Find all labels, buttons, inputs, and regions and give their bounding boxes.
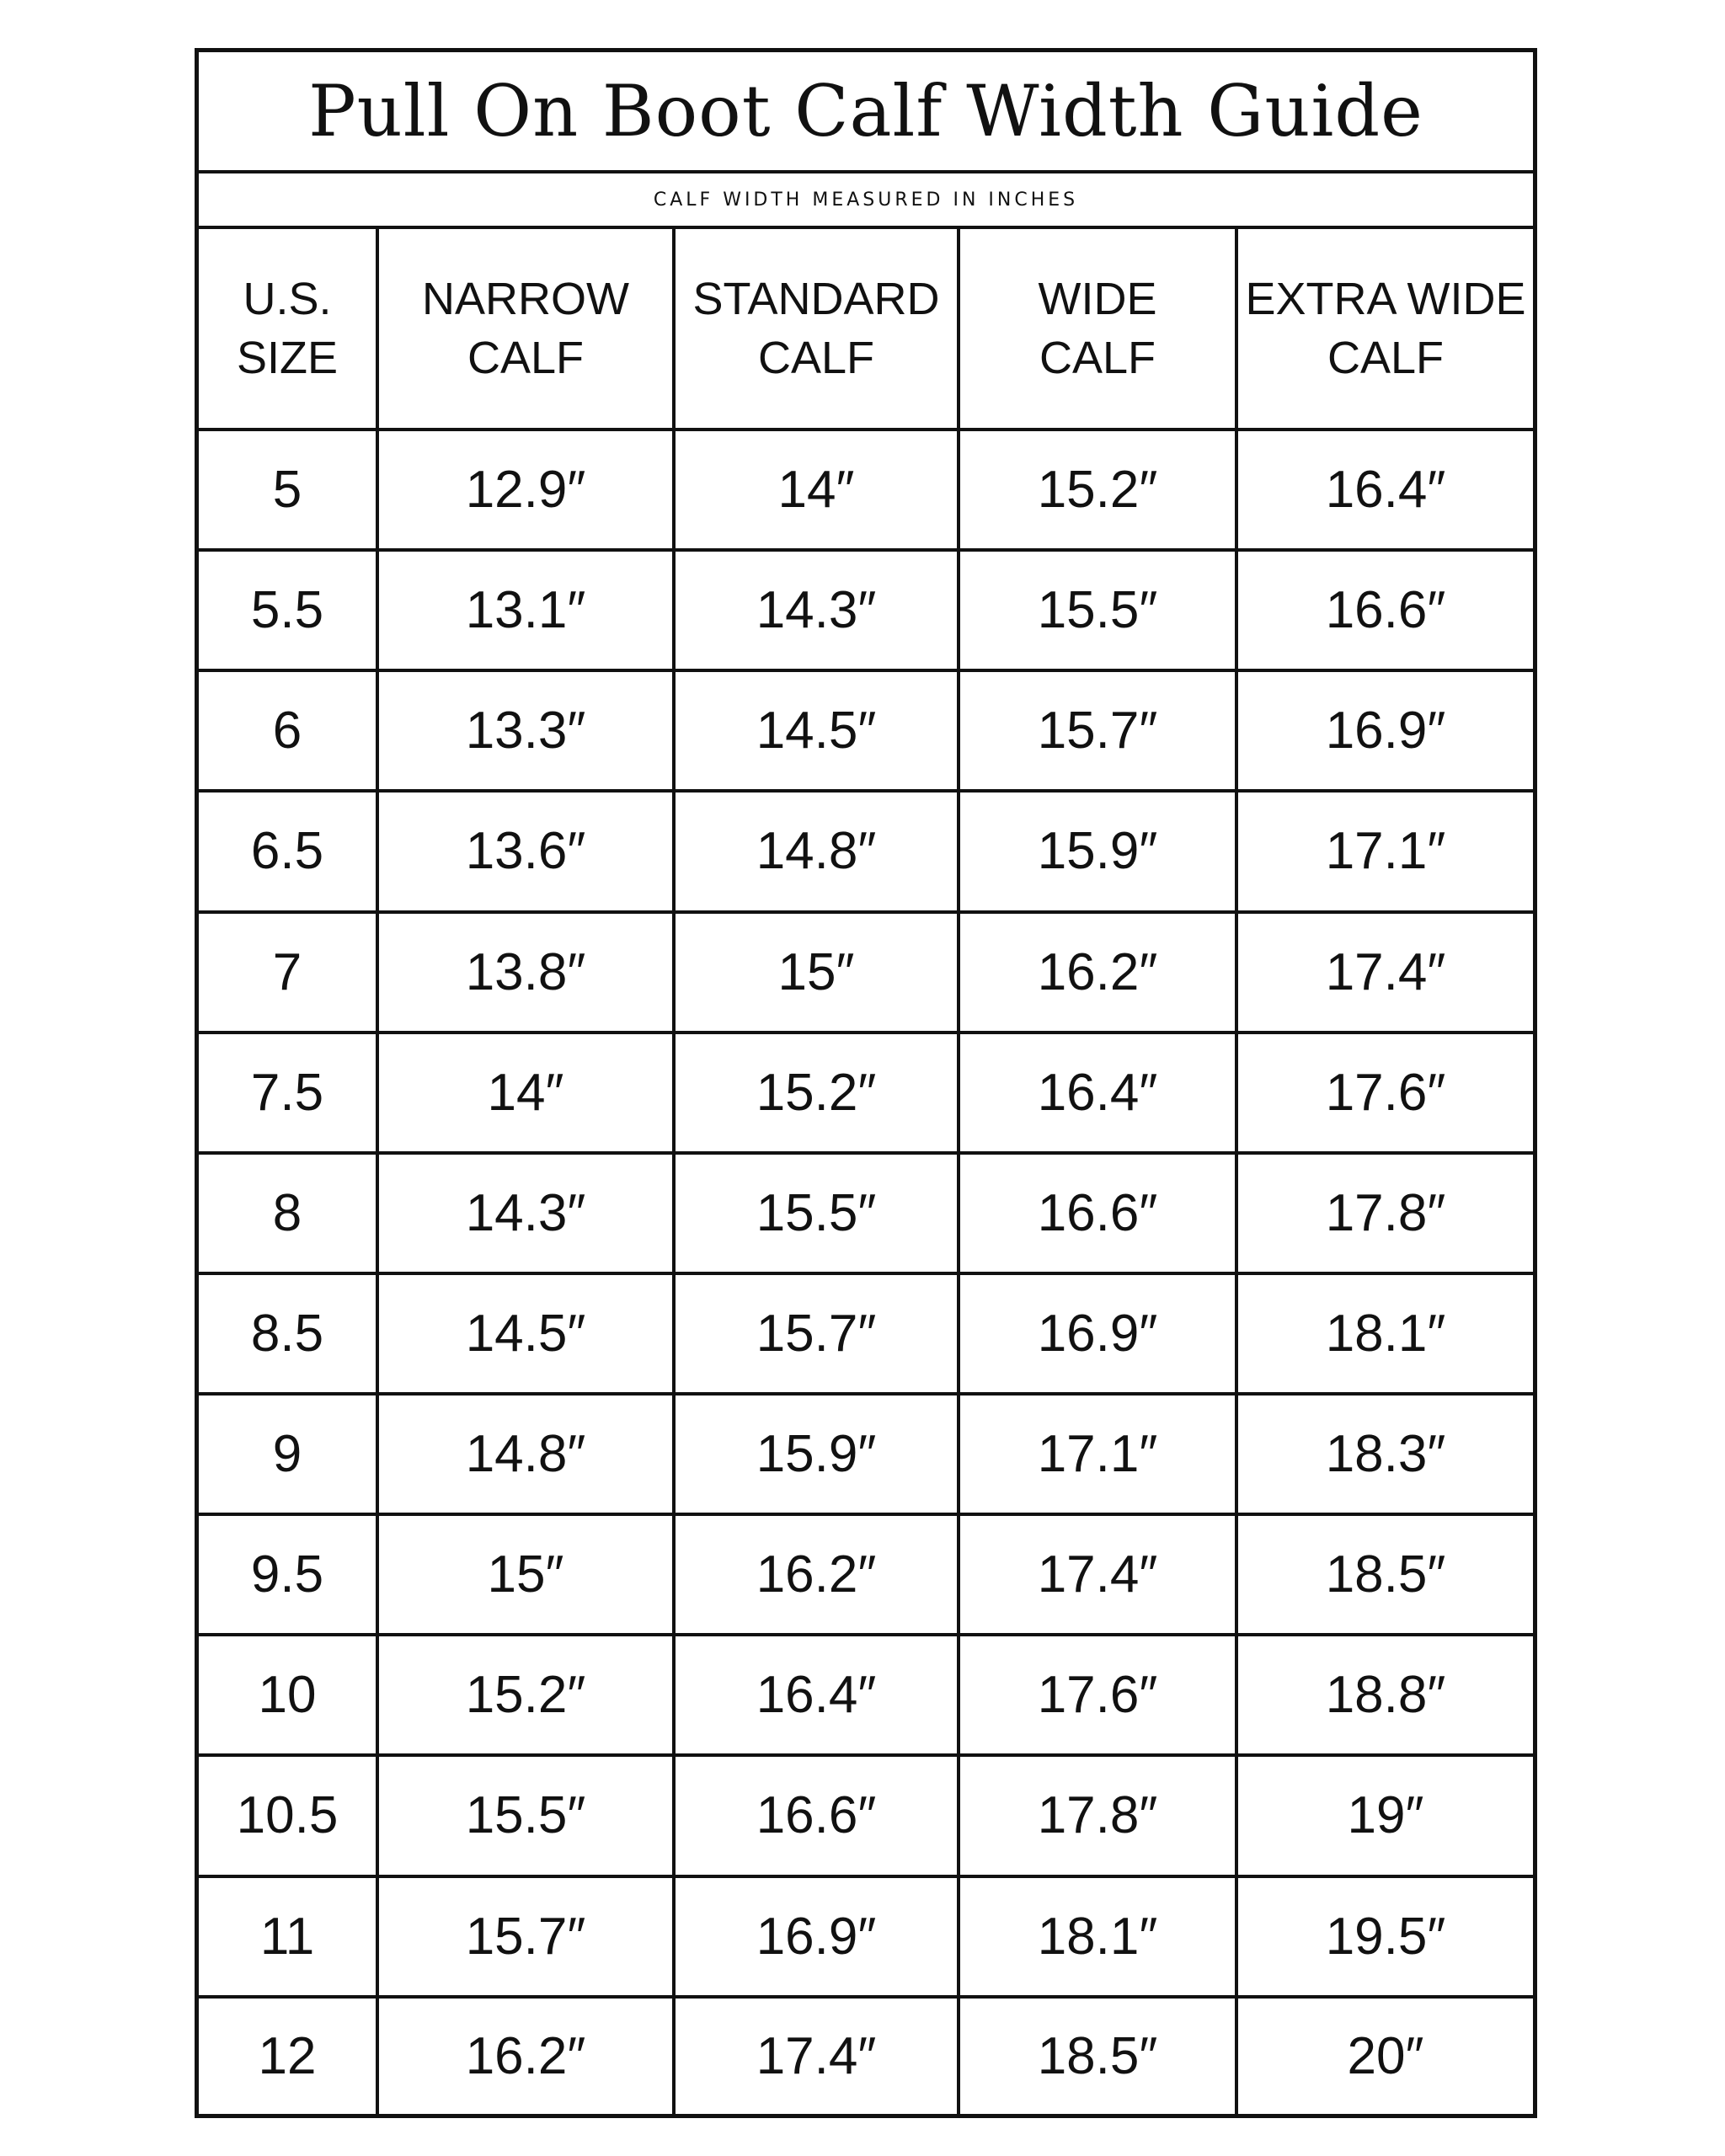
table-row — [199, 912, 1533, 1033]
wide-calf-cell: 17.1″ — [959, 1394, 1236, 1514]
header-line: U.S. — [243, 274, 332, 324]
narrow-calf-cell: 15″ — [377, 1514, 674, 1635]
narrow-calf-cell: 12.9″ — [377, 430, 674, 550]
size-cell: 6.5 — [199, 791, 377, 911]
narrow-calf-cell: 15.2″ — [377, 1635, 674, 1755]
narrow-calf-cell: 16.2″ — [377, 1997, 674, 2114]
table-row — [199, 550, 1533, 670]
narrow-calf-cell: 14.3″ — [377, 1153, 674, 1273]
standard-calf-cell: 16.9″ — [674, 1876, 959, 1997]
table-row — [199, 1635, 1533, 1755]
wide-calf-cell: 15.9″ — [959, 791, 1236, 911]
table-row — [199, 1273, 1533, 1394]
size-cell: 8 — [199, 1153, 377, 1273]
narrow-calf-cell: 13.1″ — [377, 550, 674, 670]
extra-wide-calf-cell: 18.1″ — [1236, 1273, 1533, 1394]
table-row — [199, 1033, 1533, 1153]
standard-calf-cell: 15.5″ — [674, 1153, 959, 1273]
wide-calf-cell: 15.7″ — [959, 670, 1236, 791]
wide-calf-cell: 15.5″ — [959, 550, 1236, 670]
narrow-calf-cell: 13.8″ — [377, 912, 674, 1033]
extra-wide-calf-cell: 17.8″ — [1236, 1153, 1533, 1273]
size-cell: 12 — [199, 1997, 377, 2114]
extra-wide-calf-cell: 17.6″ — [1236, 1033, 1533, 1153]
header-line: CALF — [1327, 333, 1445, 383]
table-row — [199, 1997, 1533, 2114]
narrow-calf-cell: 14.8″ — [377, 1394, 674, 1514]
standard-calf-cell: 15″ — [674, 912, 959, 1033]
table-row — [199, 1755, 1533, 1876]
narrow-calf-cell: 14″ — [377, 1033, 674, 1153]
narrow-calf-cell: 13.3″ — [377, 670, 674, 791]
standard-calf-cell: 14″ — [674, 430, 959, 550]
wide-calf-cell: 18.5″ — [959, 1997, 1236, 2114]
extra-wide-calf-cell: 19.5″ — [1236, 1876, 1533, 1997]
narrow-calf-cell: 15.7″ — [377, 1876, 674, 1997]
table-row — [199, 670, 1533, 791]
table-row — [199, 791, 1533, 911]
wide-calf-cell: 18.1″ — [959, 1876, 1236, 1997]
title-row — [199, 52, 1533, 173]
header-line: WIDE — [1038, 274, 1157, 324]
wide-calf-cell: 17.8″ — [959, 1755, 1236, 1876]
size-cell: 11 — [199, 1876, 377, 1997]
standard-calf-cell: 14.3″ — [674, 550, 959, 670]
header-wide-calf — [959, 229, 1236, 430]
header-line: CALF — [467, 333, 585, 383]
extra-wide-calf-cell: 18.8″ — [1236, 1635, 1533, 1755]
extra-wide-calf-cell: 17.4″ — [1236, 912, 1533, 1033]
standard-calf-cell: 14.5″ — [674, 670, 959, 791]
narrow-calf-cell: 15.5″ — [377, 1755, 674, 1876]
table-row — [199, 1514, 1533, 1635]
calf-width-guide — [195, 48, 1537, 2118]
extra-wide-calf-cell: 16.6″ — [1236, 550, 1533, 670]
size-cell: 10.5 — [199, 1755, 377, 1876]
extra-wide-calf-cell: 18.5″ — [1236, 1514, 1533, 1635]
wide-calf-cell: 16.2″ — [959, 912, 1236, 1033]
size-cell: 7 — [199, 912, 377, 1033]
standard-calf-cell: 16.6″ — [674, 1755, 959, 1876]
wide-calf-cell: 15.2″ — [959, 430, 1236, 550]
header-line: STANDARD — [692, 274, 940, 324]
size-cell: 10 — [199, 1635, 377, 1755]
size-cell: 6 — [199, 670, 377, 791]
extra-wide-calf-cell: 17.1″ — [1236, 791, 1533, 911]
header-line: SIZE — [236, 333, 339, 383]
header-extra-wide-calf — [1236, 229, 1533, 430]
header-line: EXTRA WIDE — [1245, 274, 1526, 324]
wide-calf-cell: 16.4″ — [959, 1033, 1236, 1153]
wide-calf-cell: 16.6″ — [959, 1153, 1236, 1273]
standard-calf-cell: 16.2″ — [674, 1514, 959, 1635]
standard-calf-cell: 15.9″ — [674, 1394, 959, 1514]
wide-calf-cell: 16.9″ — [959, 1273, 1236, 1394]
header-us-size — [199, 229, 377, 430]
header-line: NARROW — [422, 274, 629, 324]
header-standard-calf — [674, 229, 959, 430]
size-cell: 7.5 — [199, 1033, 377, 1153]
header-line: CALF — [757, 333, 875, 383]
header-narrow-calf — [377, 229, 674, 430]
subtitle-row — [199, 173, 1533, 229]
size-cell: 9.5 — [199, 1514, 377, 1635]
page-title: Pull On Boot Calf Width Guide — [308, 70, 1423, 152]
table-row — [199, 1394, 1533, 1514]
standard-calf-cell: 15.2″ — [674, 1033, 959, 1153]
size-cell: 8.5 — [199, 1273, 377, 1394]
wide-calf-cell: 17.4″ — [959, 1514, 1236, 1635]
size-cell: 5 — [199, 430, 377, 550]
table-row — [199, 430, 1533, 550]
page-subtitle: CALF WIDTH MEASURED IN INCHES — [653, 189, 1079, 211]
standard-calf-cell: 17.4″ — [674, 1997, 959, 2114]
extra-wide-calf-cell: 16.9″ — [1236, 670, 1533, 791]
extra-wide-calf-cell: 19″ — [1236, 1755, 1533, 1876]
standard-calf-cell: 14.8″ — [674, 791, 959, 911]
wide-calf-cell: 17.6″ — [959, 1635, 1236, 1755]
header-row — [199, 229, 1533, 430]
standard-calf-cell: 16.4″ — [674, 1635, 959, 1755]
narrow-calf-cell: 13.6″ — [377, 791, 674, 911]
extra-wide-calf-cell: 16.4″ — [1236, 430, 1533, 550]
size-table — [199, 229, 1533, 2114]
size-cell: 5.5 — [199, 550, 377, 670]
size-cell: 9 — [199, 1394, 377, 1514]
table-row — [199, 1153, 1533, 1273]
header-line: CALF — [1039, 333, 1156, 383]
narrow-calf-cell: 14.5″ — [377, 1273, 674, 1394]
extra-wide-calf-cell: 20″ — [1236, 1997, 1533, 2114]
table-row — [199, 1876, 1533, 1997]
extra-wide-calf-cell: 18.3″ — [1236, 1394, 1533, 1514]
standard-calf-cell: 15.7″ — [674, 1273, 959, 1394]
